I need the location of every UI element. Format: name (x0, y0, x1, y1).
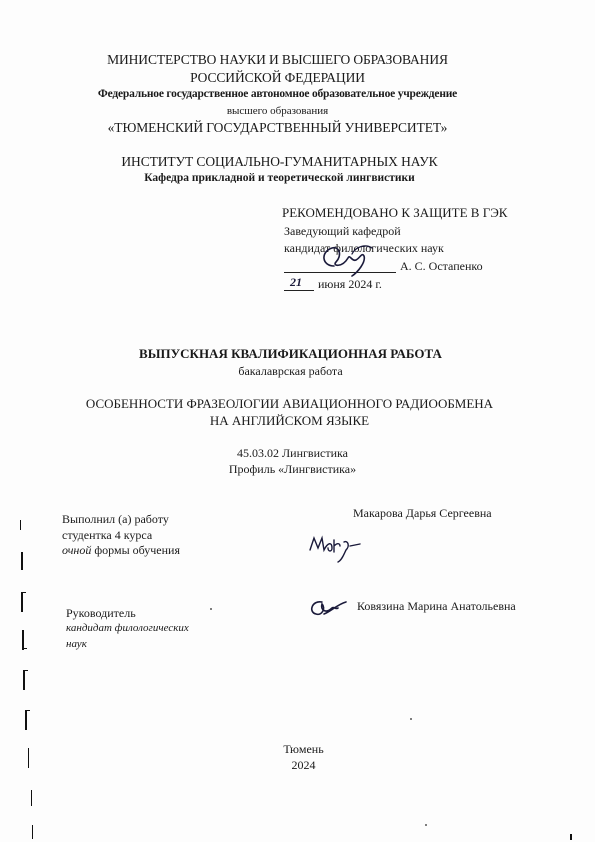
binding-mark (28, 748, 29, 768)
supervisor-name: Ковязина Марина Анатольевна (357, 599, 516, 613)
binding-mark (23, 592, 26, 593)
binding-mark (25, 670, 28, 671)
author-label-line-3 (62, 543, 180, 558)
binding-mark (27, 710, 30, 711)
work-type-title: ВЫПУСКНАЯ КВАЛИФИКАЦИОННАЯ РАБОТА (139, 346, 442, 361)
footer-year: 2024 (291, 758, 316, 772)
specialty-profile: Профиль «Лингвистика» (228, 462, 357, 476)
work-type-subtitle: бакалаврская работа (238, 364, 343, 378)
supervisor-label: Руководитель (66, 606, 136, 620)
approval-date-day: 21 (290, 275, 302, 289)
binding-mark (570, 834, 572, 840)
binding-mark (23, 670, 25, 690)
binding-mark (21, 552, 23, 570)
topic-line-1: ОСОБЕННОСТИ ФРАЗЕОЛОГИИ АВИАЦИОННОГО РАДИООБМЕНА (85, 396, 494, 411)
institute-name: ИНСТИТУТ СОЦИАЛЬНО-ГУМАНИТАРНЫХ НАУК (121, 154, 438, 169)
approval-head-name: А. С. Остапенко (400, 259, 483, 273)
scan-speck (410, 718, 412, 720)
author-label-line-2: студентка 4 курса (62, 528, 153, 542)
footer-city: Тюмень (283, 742, 324, 756)
binding-mark (20, 520, 21, 530)
binding-mark (24, 648, 27, 649)
author-label-line-1: Выполнил (а) работу (62, 512, 169, 526)
institution-type-line-1: Федеральное государственное автономное образовательное учреждение (97, 88, 458, 100)
scan-speck (210, 608, 212, 610)
supervisor-signature-icon (304, 594, 350, 622)
binding-mark (25, 710, 27, 730)
scan-speck (425, 824, 427, 826)
author-signature-icon (306, 532, 366, 564)
approval-title: РЕКОМЕНДОВАНО К ЗАЩИТЕ В ГЭК (282, 205, 508, 220)
binding-mark (21, 592, 23, 612)
topic-line-2: НА АНГЛИЙСКОМ ЯЗЫКЕ (209, 413, 370, 428)
institution-type-line-2: высшего образования (226, 105, 329, 117)
binding-mark (31, 790, 32, 806)
supervisor-degree-line-1: кандидат филологических (66, 622, 189, 634)
approval-date-line (284, 290, 314, 291)
supervisor-degree-line-2: наук (66, 638, 87, 650)
department-name: Кафедра прикладной и теоретической лингвистики (144, 172, 415, 184)
approval-date-rest: июня 2024 г. (318, 277, 382, 291)
binding-mark (22, 630, 24, 650)
study-form-rest: формы обучения (91, 543, 180, 557)
binding-mark (32, 825, 33, 839)
head-signature-icon (312, 236, 382, 280)
specialty-code: 45.03.02 Лингвистика (237, 446, 348, 460)
ministry-line-1: МИНИСТЕРСТВО НАУКИ И ВЫСШЕГО ОБРАЗОВАНИЯ (107, 52, 448, 67)
study-form-italic: очной (62, 543, 92, 557)
approval-degree: кандидат филологических наук (284, 241, 444, 255)
approval-position: Заведующий кафедрой (284, 224, 401, 238)
university-name: «ТЮМЕНСКИЙ ГОСУДАРСТВЕННЫЙ УНИВЕРСИТЕТ» (107, 120, 448, 135)
author-name: Макарова Дарья Сергеевна (353, 506, 492, 520)
ministry-line-2: РОССИЙСКОЙ ФЕДЕРАЦИИ (190, 70, 365, 85)
